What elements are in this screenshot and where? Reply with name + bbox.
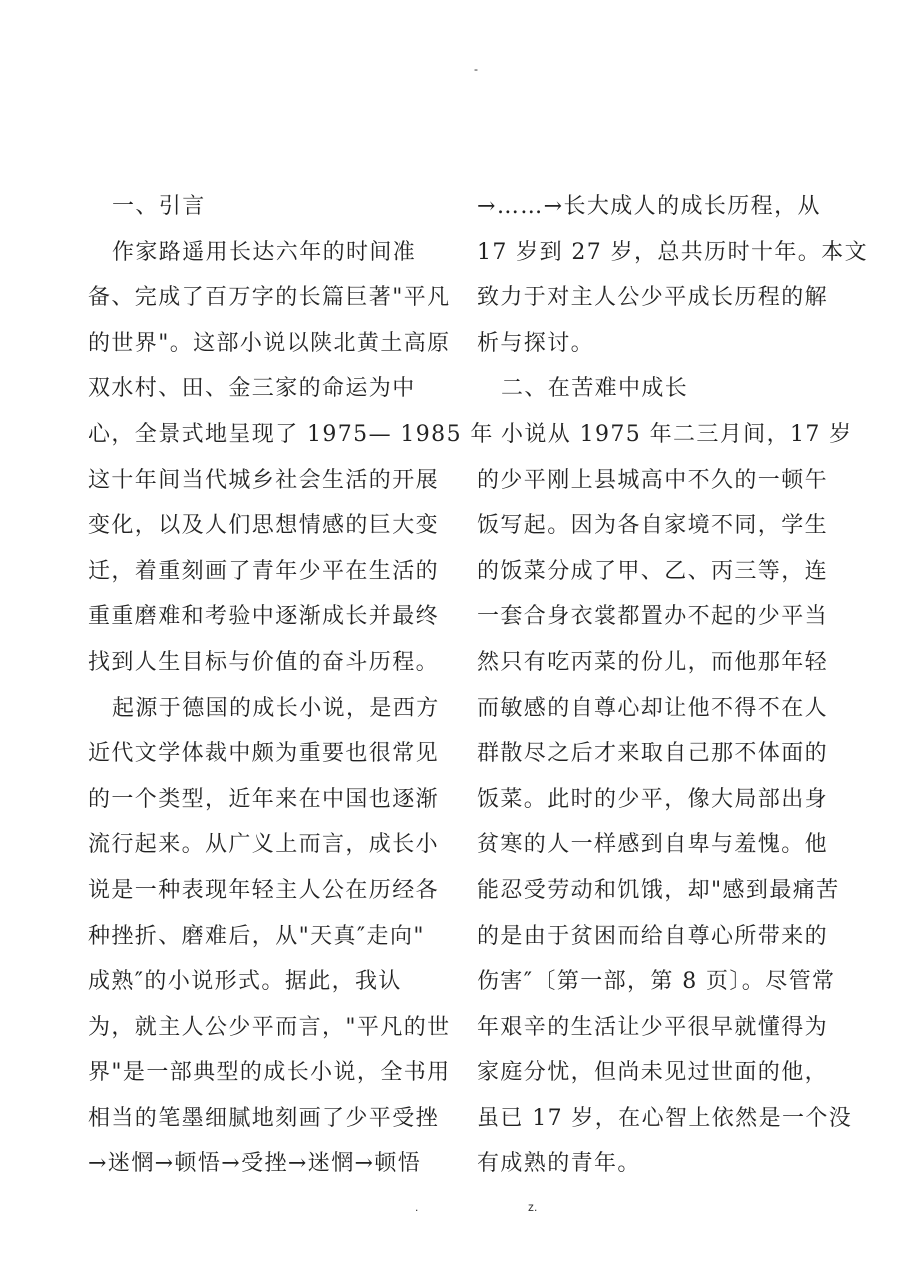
left-column	[88, 184, 494, 1187]
text-line: 饭菜。此时的少平，像大局部出身	[477, 786, 829, 812]
text-line: 界"是一部典型的成长小说，全书用	[88, 1060, 451, 1086]
text-line: 一套合身衣裳都置办不起的少平当	[477, 604, 829, 630]
text-line: 迁，着重刻画了青年少平在生活的	[88, 558, 440, 584]
text-line: 的少平刚上县城高中不久的一顿午	[477, 467, 829, 493]
text-line: 而敏感的自尊心却让他不得不在人	[477, 695, 829, 721]
text-line: 为，就主人公少平而言，"平凡的世	[88, 1014, 451, 1040]
text-line: 群散尽之后才来取自己那不体面的	[477, 741, 829, 767]
text-line: 流行起来。从广义上而言，成长小	[88, 832, 440, 858]
text-line: 一、引言	[112, 194, 206, 219]
text-line: 变化，以及人们思想情感的巨大变	[88, 513, 440, 539]
text-line: →迷惘→顿悟→受挫→迷惘→顿悟	[88, 1151, 422, 1177]
text-line: 说是一种表现年轻主人公在历经各	[88, 877, 440, 903]
text-line: 种挫折、磨难后，从"天真″走向"	[88, 923, 425, 949]
text-line: 饭写起。因为各自家境不同，学生	[477, 513, 829, 539]
text-line: 双水村、田、金三家的命运为中	[88, 376, 416, 402]
text-line: 作家路遥用长达六年的时间准	[112, 239, 417, 265]
text-line: 相当的笔墨细腻地刻画了少平受挫	[88, 1105, 440, 1131]
text-line: 伤害″〔第一部，第 8 页〕。尽管常	[477, 969, 836, 995]
text-line: 近代文学体裁中颇为重要也很常见	[88, 741, 440, 767]
text-line: 重重磨难和考验中逐渐成长并最终	[88, 604, 440, 630]
text-line: 家庭分忧，但尚未见过世面的他，	[477, 1060, 829, 1086]
text-line: 致力于对主人公少平成长历程的解	[477, 285, 829, 311]
text-line: 找到人生目标与价值的奋斗历程。	[88, 649, 440, 675]
text-line: 贫寒的人一样感到自卑与羞愧。他	[477, 832, 829, 858]
text-line: 心，全景式地呈现了 1975— 1985 年	[88, 421, 494, 447]
right-column	[477, 184, 867, 1187]
text-line: 的一个类型，近年来在中国也逐渐	[88, 786, 440, 812]
text-line: 然只有吃丙菜的份儿，而他那年轻	[477, 649, 829, 675]
footer-right-mark: z.	[528, 1200, 538, 1214]
text-line: 起源于德国的成长小说，是西方	[112, 695, 440, 721]
text-line: 的饭菜分成了甲、乙、丙三等，连	[477, 558, 829, 584]
text-line: →……→长大成人的成长历程，从	[477, 194, 821, 219]
text-line: 虽已 17 岁，在心智上依然是一个没	[477, 1105, 853, 1131]
text-line: 的是由于贫困而给自尊心所带来的	[477, 923, 829, 949]
text-line: 能忍受劳动和饥饿，却"感到最痛苦	[477, 877, 840, 903]
text-line: 小说从 1975 年二三月间，17 岁	[501, 421, 853, 447]
header-mark: -	[474, 62, 478, 76]
text-line: 备、完成了百万字的长篇巨著"平凡	[88, 285, 451, 311]
text-line: 析与探讨。	[477, 330, 595, 356]
text-line: 有成熟的青年。	[477, 1151, 641, 1177]
text-line: 这十年间当代城乡社会生活的开展	[88, 467, 440, 493]
footer-left-mark: .	[415, 1200, 419, 1214]
text-line: 二、在苦难中成长	[501, 376, 689, 402]
text-line: 的世界"。这部小说以陕北黄土高原	[88, 330, 451, 356]
text-line: 成熟″的小说形式。据此，我认	[88, 969, 402, 995]
text-line: 年艰辛的生活让少平很早就懂得为	[477, 1014, 829, 1040]
text-line: 17 岁到 27 岁，总共历时十年。本文	[477, 239, 868, 265]
